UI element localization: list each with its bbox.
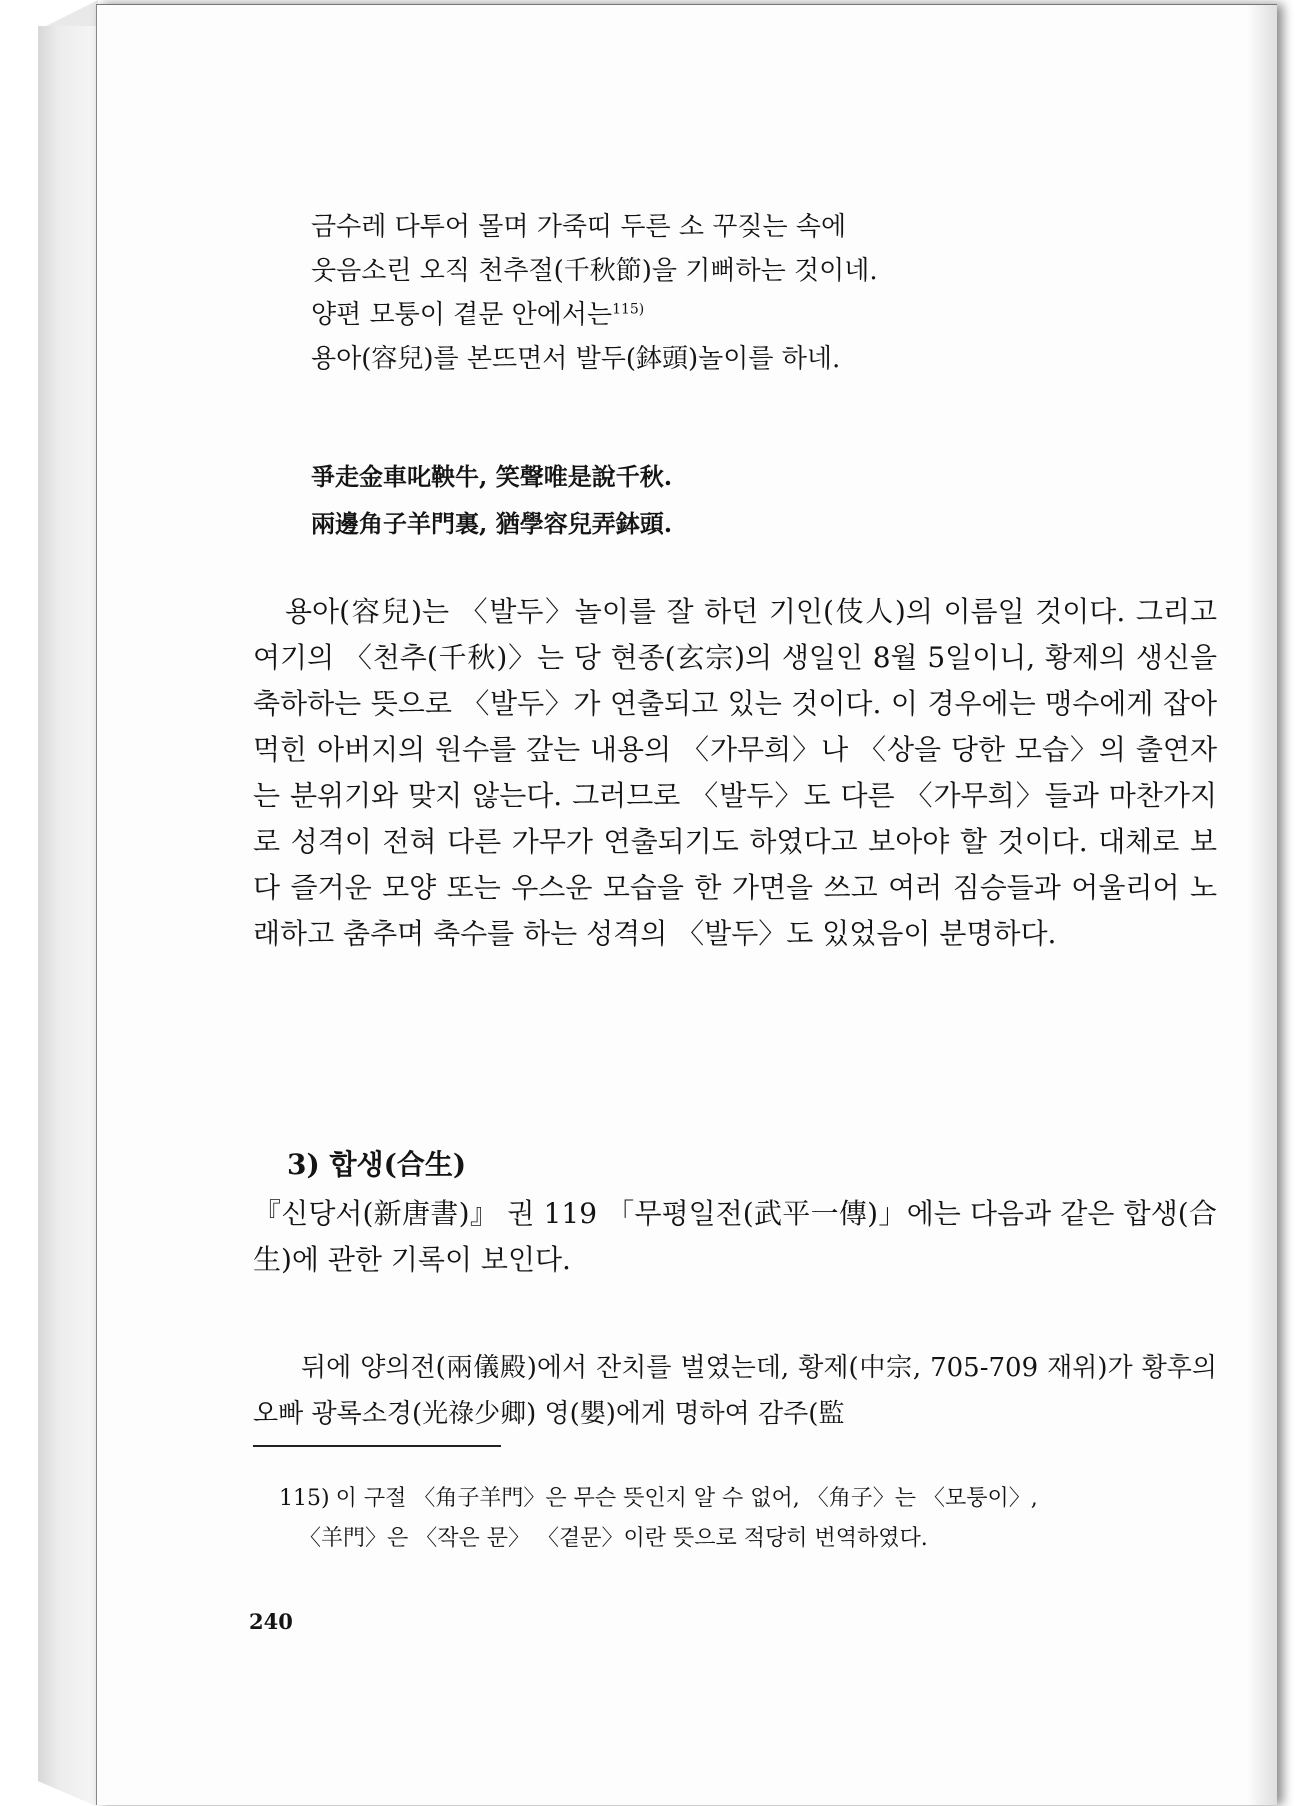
poem-korean-line bbox=[311, 293, 1111, 337]
footnote-number: 115) bbox=[279, 1486, 330, 1511]
book-spine bbox=[38, 26, 96, 1806]
footnote-line: 〈羊門〉은 〈작은 문〉 〈곁문〉이란 뜻으로 적당히 번역하였다. bbox=[299, 1526, 928, 1551]
block-quote: 뒤에 양의전(兩儀殿)에서 잔치를 벌였는데, 황제(中宗, 705-709 재위)가 황후의 오빠 광록소경(光祿少卿) 영(嬰)에게 명하여 감주(監 bbox=[253, 1353, 1217, 1429]
body-paragraph: 『신당서(新唐書)』 권 119 「무평일전(武平一傳)」에는 다음과 같은 합생(合生)에 관한 기록이 보인다. bbox=[253, 1197, 1217, 1276]
poem-korean-line: 금수레 다투어 몰며 가죽띠 두른 소 꾸짖는 속에 bbox=[311, 212, 847, 242]
book-spine-top bbox=[38, 0, 98, 30]
page-number: 240 bbox=[249, 1609, 293, 1634]
book-page bbox=[96, 4, 1277, 1805]
poem-korean-line-text: 양편 모퉁이 곁문 안에서는 bbox=[311, 300, 613, 330]
poem-korean-line: 웃음소린 오직 천추절(千秋節)을 기뻐하는 것이네. bbox=[311, 256, 878, 286]
poem-hanja-line: 爭走金車叱鞅牛, 笑聲唯是說千秋. bbox=[311, 462, 673, 491]
body-paragraph: 용아(容兒)는 〈발두〉놀이를 잘 하던 기인(伎人)의 이름일 것이다. 그리고 여기의 〈천추(千秋)〉는 당 현종(玄宗)의 생일인 8월 5일이니, 황제의 생신을 축하하는 뜻으로 〈발두〉가 연출되고 있는 것이다. 이 경우에는 맹수에게 잡아 먹힌 아버지의 원수를 갚는 내용의 〈가무희〉나 〈상을 당한 모습〉의 출연자는 분위기와 맞지 않는다. 그러므로 〈발두〉도 다른 〈가무희〉들과 마찬가지로 성격이 전혀 다른 가무가 연출되기도 하였다고 보아야 할 것이다. 대체로 보다 즐거운 모양 또는 우스운 모습을 한 가면을 쓰고 여러 짐승들과 어울리어 노래하고 춤추며 축수를 하는 성격의 〈발두〉도 있었음이 분명하다. bbox=[253, 595, 1217, 950]
footnote bbox=[279, 1479, 1217, 1559]
poem-korean-line: 용아(容兒)를 본뜨면서 발두(鉢頭)놀이를 하네. bbox=[311, 344, 841, 374]
footnote-line bbox=[279, 1479, 1217, 1519]
footnote-reference[interactable]: 115) bbox=[612, 301, 645, 318]
section-heading: 3) 합생(合生) bbox=[287, 1148, 467, 1181]
poem-hanja-line: 兩邊角子羊門裏, 猶學容兒弄鉢頭. bbox=[311, 509, 673, 538]
page-shadow bbox=[1247, 5, 1277, 1805]
poem-korean bbox=[311, 205, 1111, 381]
footnote-text: 이 구절 〈角子羊門〉은 무슨 뜻인지 알 수 없어, 〈角子〉는 〈모퉁이〉, bbox=[335, 1486, 1038, 1511]
poem-hanja bbox=[311, 453, 1111, 547]
footnote-divider bbox=[253, 1445, 501, 1447]
